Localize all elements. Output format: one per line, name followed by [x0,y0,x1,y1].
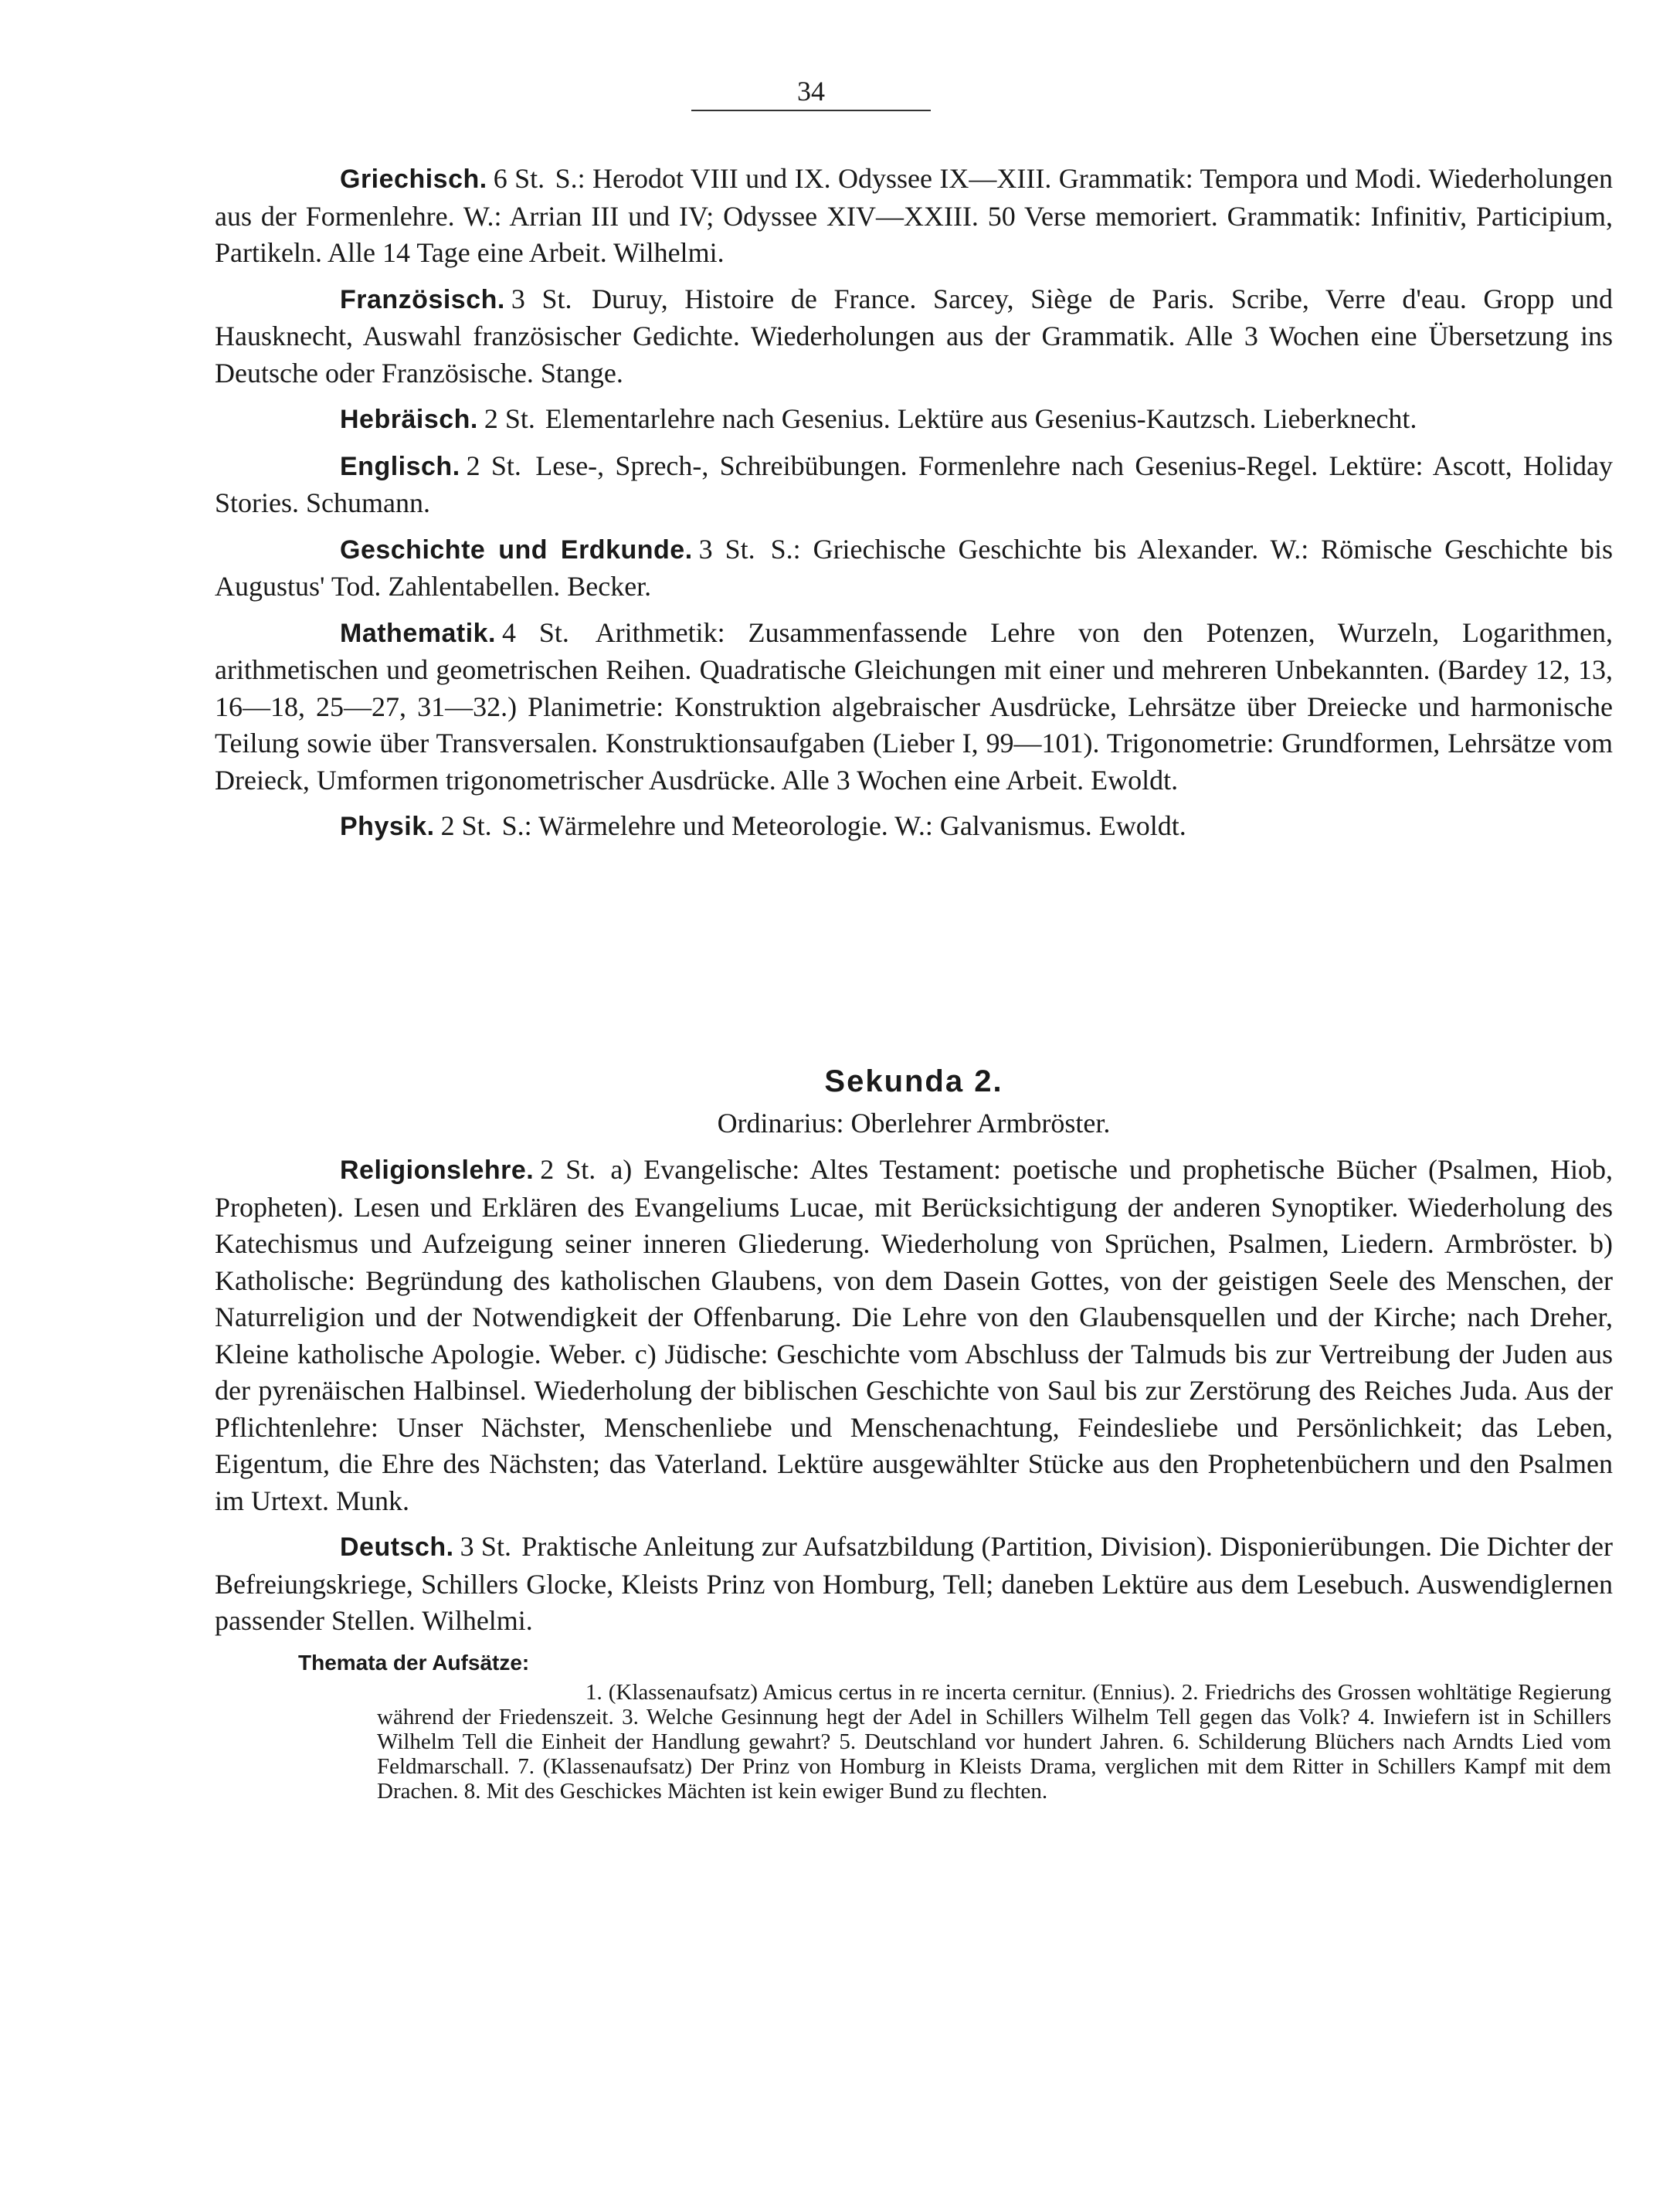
subject-label: Mathematik. [340,618,496,648]
ordinarius-line: Ordinarius: Oberlehrer Armbröster. [717,1108,1111,1139]
hours-label: 2 St. [440,810,492,841]
hours-label: 3 St. [698,533,755,565]
hours-label: 4 St. [502,616,569,648]
subject-label: Griechisch. [340,165,487,194]
paragraph-text: Lese-, Sprech-, Schreibübungen. Formenlehre nach Gesenius-Regel. Lektüre: Ascott, Holiday Stories. Schumann. [215,450,1613,518]
header-rule [691,110,931,111]
hours-label: 2 St. [540,1154,596,1185]
page-number: 34 [797,76,825,107]
subject-label: Religionslehre. [340,1156,535,1185]
class-title: Sekunda 2. [824,1064,1003,1098]
subject-label: Geschichte und Erdkunde. [340,535,693,565]
paragraph-text: Duruy, Histoire de France. Sarcey, Siège de Paris. Scribe, Verre d'eau. Gropp und Hausknecht, Auswahl französischer Gedichte. Wiederholungen aus der Grammatik. Alle 3 Wochen eine Übersetzung ins Deutsche oder Französische. Stange. [215,283,1613,389]
bottom-section [215,1064,1613,1804]
page-header [587,77,1035,111]
hours-label: 3 St. [460,1531,511,1562]
subject-label: Französisch. [340,284,505,314]
paragraph-mathematik [215,615,1613,799]
paragraph-text: S.: Wärmelehre und Meteorologie. W.: Galvanismus. Ewoldt. [501,810,1186,841]
hours-label: 2 St. [466,450,521,481]
themata-list: 1. (Klassenaufsatz) Amicus certus in re incerta cernitur. (Ennius). 2. Friedrichs des Grossen wohltätige Regierung während der Friedenszeit. 3. Welche Gesinnung hegt der Adel in Schillers Wilhelm Tell gegen das Volk? 4. Inwiefern ist in Schillers Wilhelm Tell die Einheit der Handlung gewahrt? 5. Deutschland vor hundert Jahren. 6. Schilderung Blüchers nach Arndts Lied vom Feldmarschall. 7. (Klassenaufsatz) Der Prinz von Homburg in Kleists Drama, verglichen mit dem Ritter in Schillers Kampf mit dem Drachen. 8. Mit des Geschickes Mächten ist kein ewiger Bund zu flechten. [377,1679,1611,1804]
paragraph-hebraeisch [215,401,1613,439]
subject-label: Physik. [340,812,435,841]
paragraph-text: S.: Griechische Geschichte bis Alexander. W.: Römische Geschichte bis Augustus' Tod. Zahlentabellen. Becker. [215,533,1613,602]
paragraph-deutsch [215,1529,1613,1640]
paragraph-griechisch [215,161,1613,272]
hours-label: 2 St. [484,403,535,434]
paragraph-text: Praktische Anleitung zur Aufsatzbildung (Partition, Division). Disponierübungen. Die Dichter der Befreiungskriege, Schillers Glocke, Kleists Prinz von Homburg, Tell; daneben Lektüre aus dem Lesebuch. Auswendiglernen passender Stellen. Wilhelmi. [215,1531,1614,1636]
hours-label: 3 St. [511,283,572,314]
paragraph-englisch [215,448,1613,522]
paragraph-geschichte [215,531,1613,606]
paragraph-text: Elementarlehre nach Gesenius. Lektüre aus Gesenius-Kautzsch. Lieberknecht. [545,403,1417,434]
paragraph-physik [215,808,1613,846]
paragraph-text: a) Evangelische: Altes Testament: poetische und prophetische Bücher (Psalmen, Hiob, Propheten). Lesen und Erklären des Evangeliums Lucae, mit Berücksichtigung der anderen Synoptiker. Wiederholung des Katechismus und Aufzeigung seiner inneren Gliederung. Wiederholung von Sprüchen, Psalmen, Liedern. Armbröster. b) Katholische: Begründung des katholischen Glaubens, von dem Dasein Gottes, von der geistigen Seele des Menschen, der Naturreligion und der Notwendigkeit der Offenbarung. Die Lehre von den Glaubensquellen und der Kirche; nach Dreher, Kleine katholische Apologie. Weber. c) Jüdische: Geschichte vom Abschluss der Talmuds bis zur Vertreibung der Juden aus der pyrenäischen Halbinsel. Wiederholung der biblischen Geschichte von Saul bis zur Zerstörung des Reiches Juda. Aus der Pflichtenlehre: Unser Nächster, Menschenliebe und Menschenachtung, Feindesliebe und Persönlichkeit; das Leben, Eigentum, die Ehre des Nächsten; das Vaterland. Lektüre ausgewählter Stücke aus den Prophetenbüchern und den Psalmen im Urtext. Munk. [215,1154,1613,1516]
paragraph-religionslehre [215,1152,1613,1519]
paragraph-franzoesisch [215,281,1613,392]
subject-label: Englisch. [340,451,460,481]
subject-label: Deutsch. [340,1532,454,1562]
paragraph-text: S.: Herodot VIII und IX. Odyssee IX—XIII. Grammatik: Tempora und Modi. Wiederholungen aus der Formenlehre. W.: Arrian III und IV; Odyssee XIV—XXIII. 50 Verse memoriert. Grammatik: Infinitiv, Participium, Partikeln. Alle 14 Tage eine Arbeit. Wilhelmi. [215,163,1614,268]
themata-heading: Themata der Aufsätze: [298,1650,530,1675]
hours-label: 6 St. [493,163,545,194]
paragraph-text: Arithmetik: Zusammenfassende Lehre von den Potenzen, Wurzeln, Logarithmen, arithmetischen und geometrischen Reihen. Quadratische Gleichungen mit einer und mehreren Unbekannten. (Bardey 12, 13, 16—18, 25—27, 31—32.) Planimetrie: Konstruktion algebraischer Ausdrücke, Lehrsätze über Dreiecke und harmonische Teilung sowie über Transversalen. Konstruktionsaufgaben (Lieber I, 99—101). Trigonometrie: Grundformen, Lehrsätze vom Dreieck, Umformen trigonometrischer Ausdrücke. Alle 3 Wochen eine Arbeit. Ewoldt. [215,616,1614,796]
subject-label: Hebräisch. [340,405,478,434]
top-section [215,161,1613,855]
